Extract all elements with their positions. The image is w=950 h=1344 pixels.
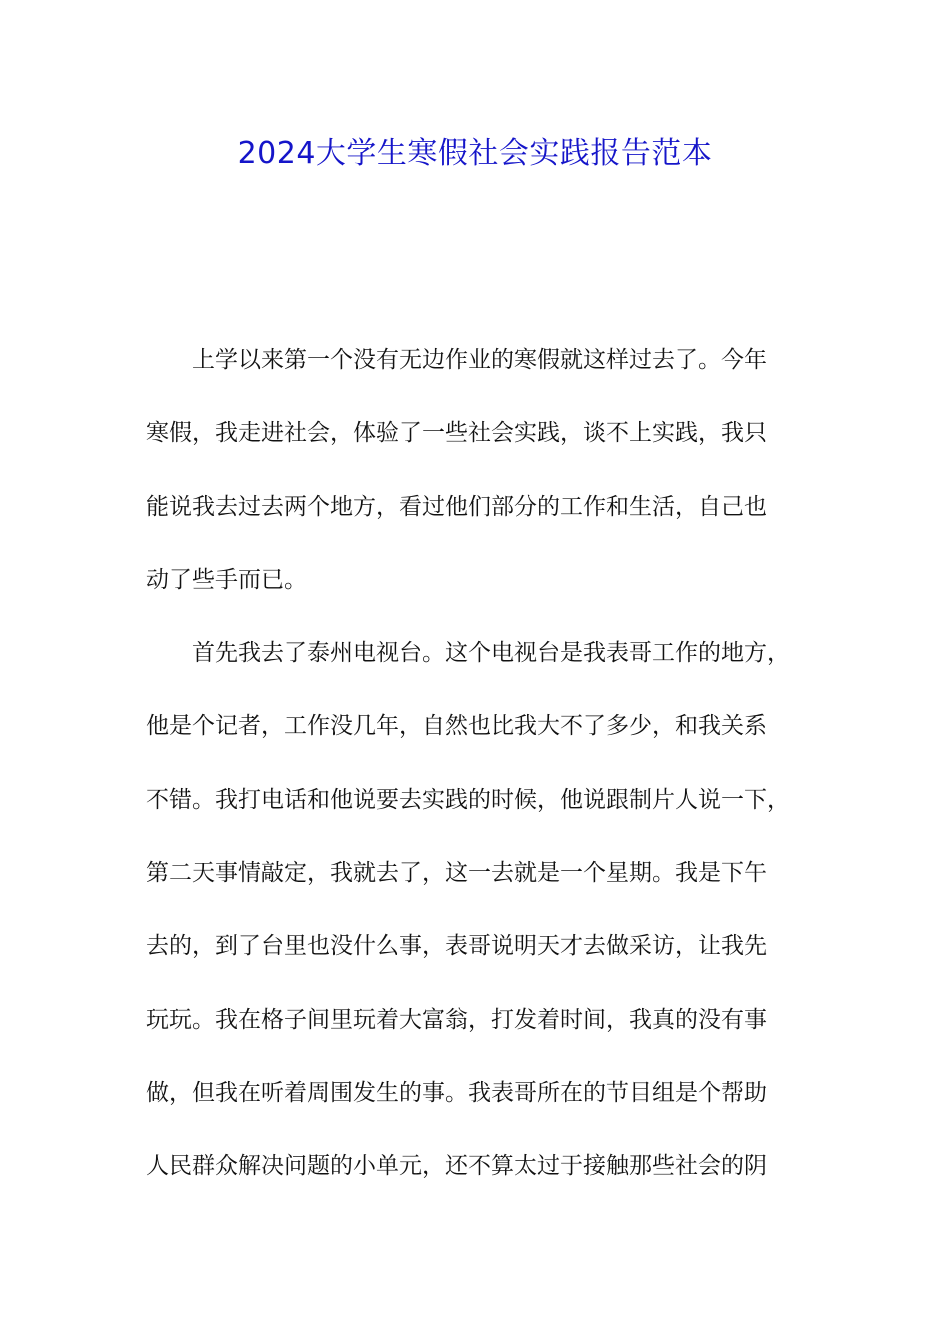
- paragraph-1-line-2: 寒假，我走进社会，体验了一些社会实践，谈不上实践，我只: [146, 420, 767, 447]
- document-title: 2024大学生寒假社会实践报告范本: [237, 136, 713, 171]
- paragraph-1-line-1: 上学以来第一个没有无边作业的寒假就这样过去了。今年: [192, 347, 767, 373]
- paragraph-2-line-6: 玩玩。我在格子间里玩着大富翁，打发着时间，我真的没有事: [146, 1006, 767, 1033]
- paragraph-2-line-4: 第二天事情敲定，我就去了，这一去就是一个星期。我是下午: [146, 860, 767, 887]
- paragraph-2-line-7: 做，但我在听着周围发生的事。我表哥所在的节目组是个帮助: [146, 1079, 767, 1106]
- paragraph-2-line-3: 不错。我打电话和他说要去实践的时候，他说跟制片人说一下，: [146, 786, 790, 813]
- paragraph-1-line-3: 能说我去过去两个地方，看过他们部分的工作和生活，自己也: [146, 493, 767, 520]
- paragraph-2-line-8: 人民群众解决问题的小单元，还不算太过于接触那些社会的阴: [146, 1153, 767, 1180]
- paragraph-2-line-5: 去的，到了台里也没什么事，表哥说明天才去做采访，让我先: [146, 933, 767, 960]
- document-body: [146, 335, 826, 1215]
- paragraph-2-line-2: 他是个记者，工作没几年，自然也比我大不了多少，和我关系: [146, 713, 767, 740]
- paragraph-2-line-1: 首先我去了泰州电视台。这个电视台是我表哥工作的地方，: [192, 640, 790, 667]
- paragraph-1-line-4: 动了些手而已。: [146, 566, 307, 593]
